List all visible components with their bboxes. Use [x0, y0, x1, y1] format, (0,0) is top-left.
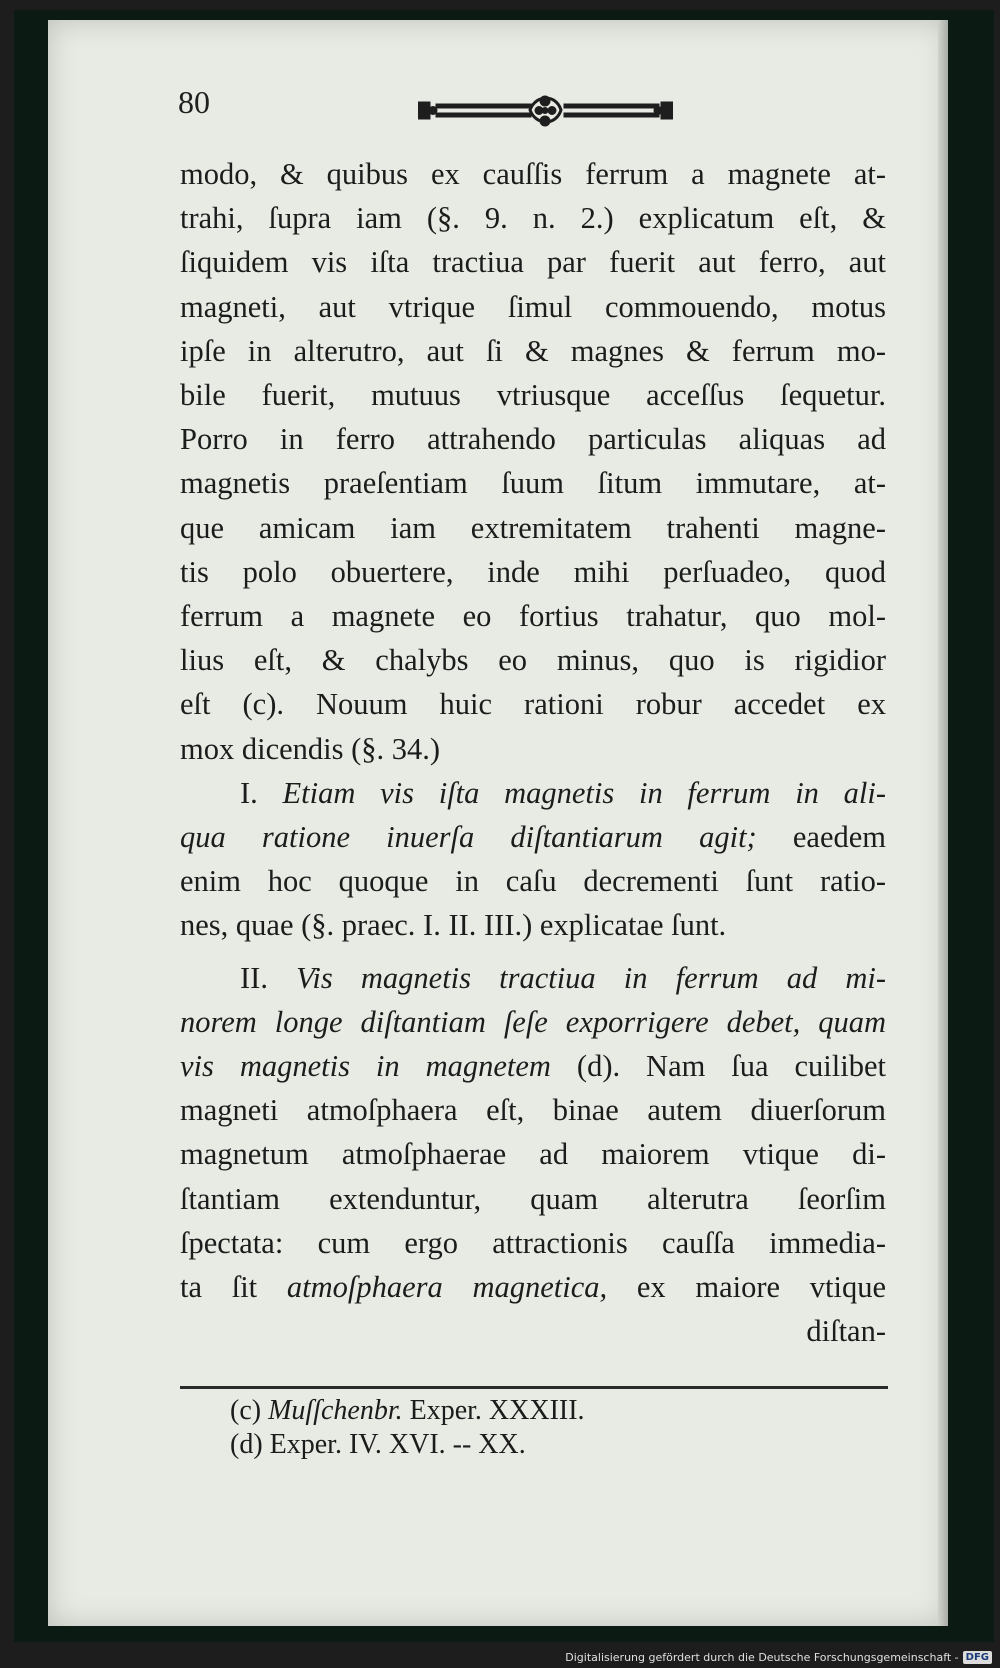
italic-phrase: Vis magnetis tractiua in ferrum ad mi-: [296, 960, 887, 995]
text-line: modo, & quibus ex cauſſis ferrum a magnete at-: [180, 157, 886, 191]
section-two-line-3: [180, 1044, 886, 1088]
text-line: magneti atmoſphaera eſt, binae autem diuerſorum: [180, 1093, 886, 1128]
section-two-line-2: [180, 1000, 886, 1044]
text-line: eſt (c). Nouum huic rationi robur accedet ex: [180, 687, 886, 722]
dfg-logo: DFG: [963, 1651, 992, 1664]
italic-phrase: Etiam vis iſta magnetis in ferrum in ali-: [282, 775, 886, 810]
italic-phrase: norem longe diſtantiam ſeſe exporrigere debet, quam: [180, 1004, 886, 1039]
footnote-rule: [180, 1386, 888, 1389]
text-line: ſpectata: cum ergo attractionis cauſſa immedia-: [180, 1225, 886, 1260]
footnotes: [230, 1394, 790, 1462]
text-line: magneti, aut vtrique ſimul commouendo, motus: [180, 289, 886, 324]
body-text: [180, 152, 886, 1353]
section-numeral: II.: [240, 960, 268, 995]
catchword: diſtan-: [806, 1314, 886, 1349]
italic-phrase: atmoſphaera magnetica,: [286, 1270, 608, 1305]
text-fragment: ta ſit: [180, 1270, 287, 1305]
text-line: que amicam iam extremitatem trahenti magne-: [180, 510, 886, 545]
text-line: enim hoc quoque in caſu decrementi ſunt ratio-: [180, 864, 886, 899]
section-two-line-1: [180, 956, 886, 1000]
page-number: 80: [178, 84, 210, 120]
italic-phrase: qua ratione inuerſa diſtantiarum agit;: [180, 820, 757, 855]
text-line: nes, quae (§. praec. I. II. III.) explicatae ſunt.: [180, 908, 727, 943]
text-fragment: (d). Nam ſua cuilibet: [550, 1049, 886, 1084]
text-line: magnetum atmoſphaerae ad maiorem vtique di-: [180, 1137, 886, 1172]
footnote-reference: Exper. XXXIII.: [402, 1395, 585, 1426]
text-line: lius eſt, & chalybs eo minus, quo is rigidior: [180, 643, 886, 678]
text-line: mox dicendis (§. 34.): [180, 731, 441, 766]
text-line: ſtantiam extenduntur, quam alterutra ſeorſim: [180, 1181, 886, 1216]
footnote-author: Muſſchenbr.: [268, 1395, 403, 1426]
page-edge: [938, 20, 948, 1626]
footnote-mark: (c): [230, 1395, 269, 1426]
credit-text: Digitalisierung gefördert durch die Deutsche Forschungsgemeinschaft -: [565, 1651, 959, 1664]
italic-phrase: vis magnetis in magnetem: [180, 1049, 551, 1084]
text-line: tis polo obuertere, inde mihi perſuadeo, quod: [180, 554, 886, 589]
text-line: magnetis praeſentiam ſuum ſitum immutare, at-: [180, 466, 886, 501]
section-one-line-1: [180, 771, 886, 815]
digitization-credit: [565, 1651, 992, 1664]
text-fragment: eaedem: [756, 820, 886, 855]
text-fragment: ex maiore vtique: [607, 1270, 887, 1305]
scroll-ornament-icon: [418, 90, 673, 132]
text-line: ferrum a magnete eo fortius trahatur, quo mol-: [180, 599, 886, 634]
footnote-d: (d) Exper. IV. XVI. -- XX.: [230, 1429, 526, 1460]
footnote-c: [230, 1394, 790, 1428]
text-line: ipſe in alterutro, aut ſi & magnes & ferrum mo-: [180, 333, 886, 368]
text-line: bile fuerit, mutuus vtriusque acceſſus ſequetur.: [180, 378, 886, 413]
section-numeral: I.: [240, 775, 258, 810]
section-one-line-2: [180, 815, 886, 859]
section-two-line-8: [180, 1265, 886, 1309]
text-line: ſiquidem vis iſta tractiua par fuerit aut ferro, aut: [180, 245, 886, 280]
text-line: trahi, ſupra iam (§. 9. n. 2.) explicatum eſt, &: [180, 201, 886, 236]
text-line: Porro in ferro attrahendo particulas aliquas ad: [180, 422, 886, 457]
